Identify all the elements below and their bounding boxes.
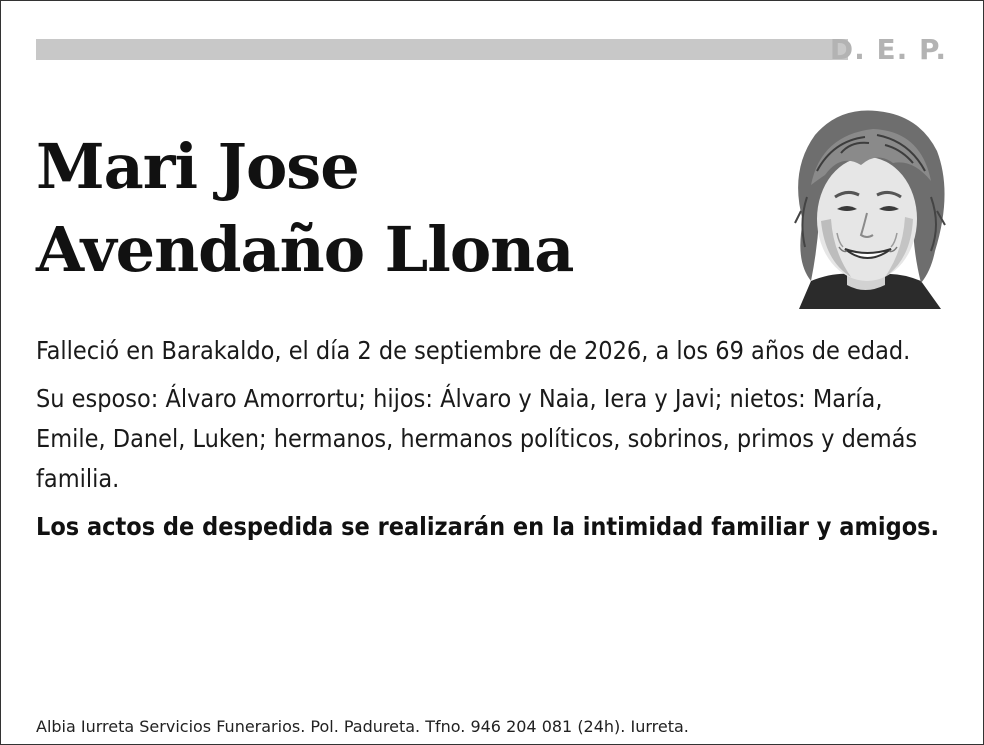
deceased-name [36,125,736,291]
name-line-first: Mari Jose [36,130,359,203]
portrait-illustration [781,101,949,309]
family-list: Su esposo: Álvaro Amorrortu; hijos: Álvaro y Naia, Iera y Javi; nietos: María, Emile, Danel, Luken; hermanos, hermanos políticos, sobrinos, primos y demás familia. [36,384,918,493]
dep-tag: D. E. P. [829,33,947,66]
funeral-home-footer: Albia Iurreta Servicios Funerarios. Pol. Padureta. Tfno. 946 204 081 (24h). Iurreta. [36,717,689,736]
death-details: Falleció en Barakaldo, el día 2 de septiembre de 2026, a los 69 años de edad. [36,336,911,365]
portrait-photo [781,101,949,309]
header-bar [36,39,848,60]
name-line-surnames: Avendaño Llona [36,213,574,286]
obituary-body [36,331,948,555]
farewell-note: Los actos de despedida se realizarán en la intimidad familiar y amigos. [36,512,940,541]
